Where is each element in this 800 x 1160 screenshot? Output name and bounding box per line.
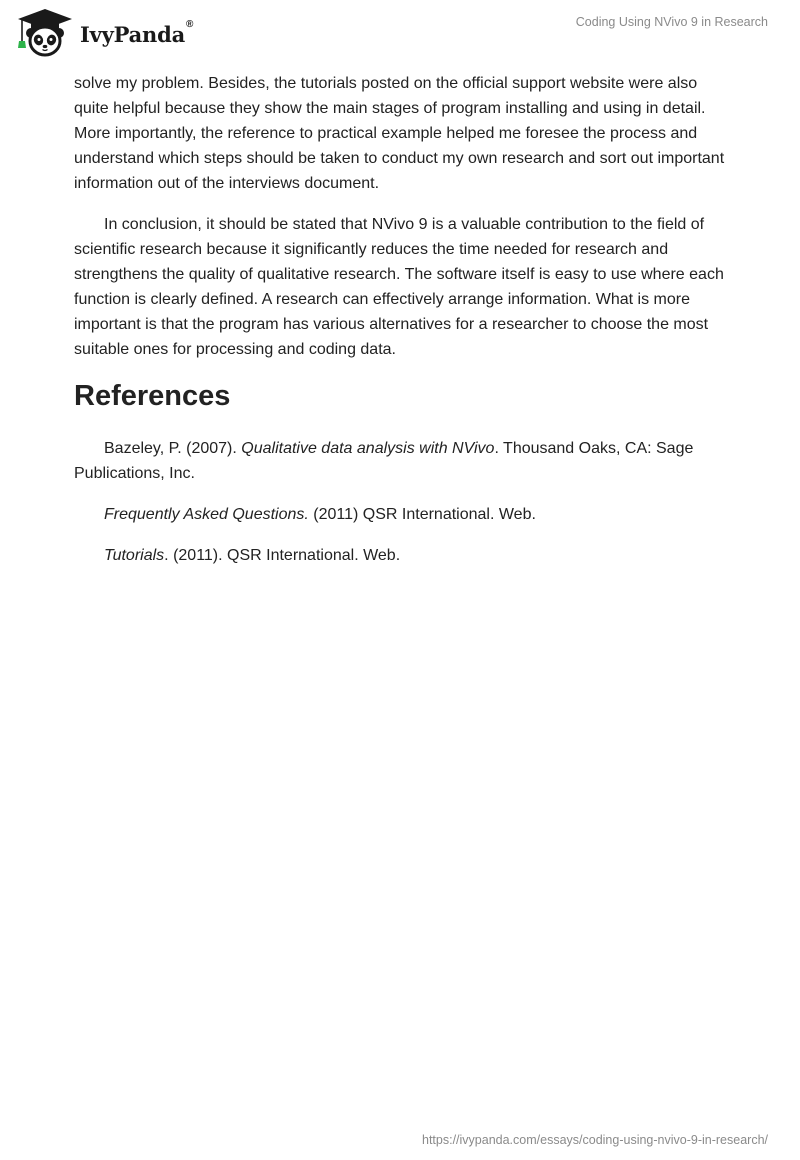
- registered-mark: ®: [186, 18, 194, 30]
- reference-item-1: Bazeley, P. (2007). Qualitative data analysis with NVivo. Thousand Oaks, CA: Sage Publications, Inc.: [74, 440, 694, 482]
- reference-item-2: Frequently Asked Questions. (2011) QSR International. Web.: [104, 506, 536, 523]
- essay-content: [74, 71, 730, 584]
- reference-title: Frequently Asked Questions.: [104, 506, 309, 523]
- reference-item-3: Tutorials. (2011). QSR International. Web.: [104, 547, 401, 564]
- page-header: [0, 0, 800, 64]
- body-paragraph-2: In conclusion, it should be stated that NVivo 9 is a valuable contribution to the field of scientific research because it significantly reduces the time needed for research and strengthens the quality of qualitative research. The software itself is easy to use where each function is clearly defined. A research can effectively arrange information. What is more important is that the program has various alternatives for a researcher to choose the most suitable ones for processing and coding data.: [74, 216, 724, 358]
- ivypanda-logo[interactable]: [16, 8, 193, 58]
- brand-name: IvyPanda®: [80, 18, 194, 47]
- body-paragraph-1: solve my problem. Besides, the tutorials posted on the official support website were also quite helpful because they show the main stages of program installing and using in detail. More importantly, the reference to practical example helped me foresee the process and understand which steps should be taken to conduct my own research and sort out important information out of the interviews document.: [74, 75, 725, 192]
- source-url[interactable]: https://ivypanda.com/essays/coding-using-nvivo-9-in-research/: [422, 1133, 768, 1147]
- references-heading: References: [74, 380, 231, 412]
- panda-graduation-icon: [16, 8, 74, 58]
- reference-title: Tutorials: [104, 547, 165, 564]
- document-title: Coding Using NVivo 9 in Research: [575, 15, 768, 29]
- reference-title: Qualitative data analysis with NVivo: [241, 440, 495, 457]
